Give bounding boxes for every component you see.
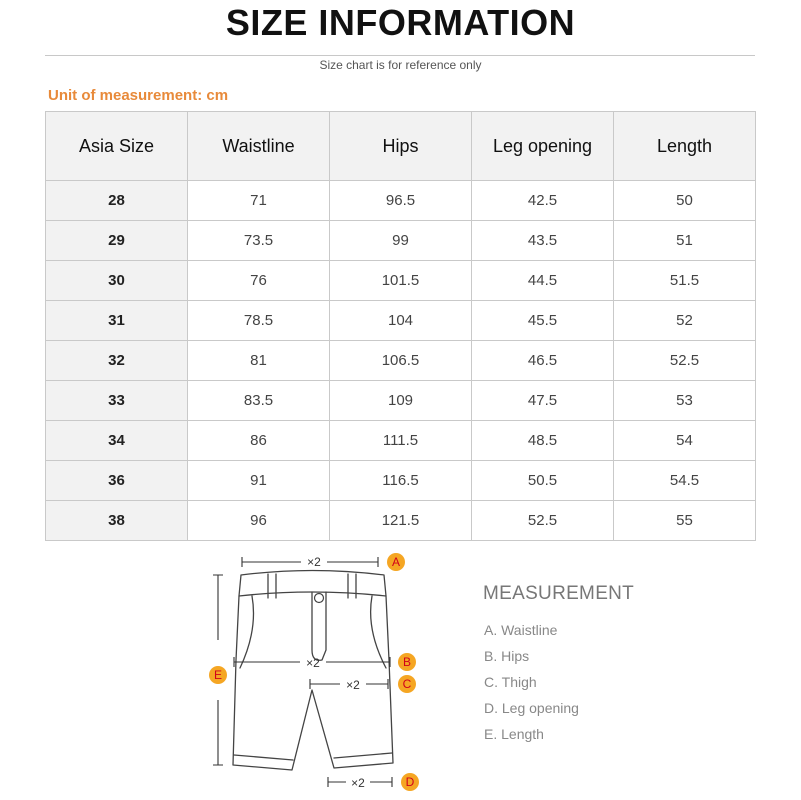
hips-cell: 99 bbox=[330, 221, 472, 261]
leg-opening-cell: 47.5 bbox=[472, 381, 614, 421]
length-cell: 51 bbox=[614, 221, 756, 261]
length-cell: 51.5 bbox=[614, 261, 756, 301]
length-cell: 52.5 bbox=[614, 341, 756, 381]
length-cell: 55 bbox=[614, 501, 756, 541]
waistline-cell: 86 bbox=[188, 421, 330, 461]
belt-loop bbox=[268, 574, 276, 598]
column-header-waistline: Waistline bbox=[188, 112, 330, 181]
table-row bbox=[46, 381, 756, 421]
size-cell: 31 bbox=[46, 301, 188, 341]
leg-opening-cell: 44.5 bbox=[472, 261, 614, 301]
waistline-cell: 91 bbox=[188, 461, 330, 501]
shorts-measurement-diagram bbox=[200, 546, 440, 796]
size-cell: 30 bbox=[46, 261, 188, 301]
leg-opening-cell: 43.5 bbox=[472, 221, 614, 261]
right-hem-outline bbox=[334, 753, 392, 758]
thigh-multiplier: ×2 bbox=[346, 678, 360, 692]
leg-opening-cell: 46.5 bbox=[472, 341, 614, 381]
leg-opening-cell: 45.5 bbox=[472, 301, 614, 341]
left-hem-outline bbox=[234, 755, 293, 760]
waist-button-icon bbox=[315, 594, 324, 603]
size-cell: 33 bbox=[46, 381, 188, 421]
shorts-outline bbox=[233, 596, 393, 770]
table-row bbox=[46, 301, 756, 341]
waistline-cell: 71 bbox=[188, 181, 330, 221]
legend-item-leg-opening: D. Leg opening bbox=[484, 700, 579, 716]
waistline-cell: 78.5 bbox=[188, 301, 330, 341]
measurement-legend bbox=[484, 620, 579, 750]
reference-note: Size chart is for reference only bbox=[319, 58, 482, 72]
size-table bbox=[45, 111, 756, 541]
marker-c-label: C bbox=[402, 677, 412, 691]
waistline-cell: 96 bbox=[188, 501, 330, 541]
size-cell: 36 bbox=[46, 461, 188, 501]
table-row bbox=[46, 501, 756, 541]
leg-opening-cell: 42.5 bbox=[472, 181, 614, 221]
right-pocket-outline bbox=[371, 596, 386, 668]
waistline-cell: 81 bbox=[188, 341, 330, 381]
length-cell: 54 bbox=[614, 421, 756, 461]
page-title: SIZE INFORMATION bbox=[225, 2, 576, 43]
table-row bbox=[46, 341, 756, 381]
leg-opening-multiplier: ×2 bbox=[351, 776, 365, 790]
hips-cell: 116.5 bbox=[330, 461, 472, 501]
column-header-leg-opening: Leg opening bbox=[472, 112, 614, 181]
hips-cell: 106.5 bbox=[330, 341, 472, 381]
hips-cell: 101.5 bbox=[330, 261, 472, 301]
measurement-title: MEASUREMENT bbox=[483, 583, 635, 604]
waistline-cell: 76 bbox=[188, 261, 330, 301]
legend-item-thigh: C. Thigh bbox=[484, 674, 537, 690]
legend-item-length: E. Length bbox=[484, 726, 544, 742]
table-row bbox=[46, 221, 756, 261]
size-cell: 29 bbox=[46, 221, 188, 261]
legend-item-waistline: A. Waistline bbox=[484, 622, 558, 638]
hips-cell: 104 bbox=[330, 301, 472, 341]
title-divider bbox=[45, 55, 755, 56]
size-cell: 32 bbox=[46, 341, 188, 381]
waistline-cell: 73.5 bbox=[188, 221, 330, 261]
table-header-row bbox=[46, 112, 756, 181]
waistline-cell: 83.5 bbox=[188, 381, 330, 421]
length-cell: 53 bbox=[614, 381, 756, 421]
length-cell: 54.5 bbox=[614, 461, 756, 501]
column-header-hips: Hips bbox=[330, 112, 472, 181]
unit-label: Unit of measurement: cm bbox=[48, 87, 229, 104]
column-header-length: Length bbox=[614, 112, 756, 181]
belt-loop bbox=[348, 574, 356, 598]
size-cell: 38 bbox=[46, 501, 188, 541]
length-cell: 50 bbox=[614, 181, 756, 221]
marker-b-label: B bbox=[402, 655, 412, 669]
size-cell: 28 bbox=[46, 181, 188, 221]
leg-opening-cell: 50.5 bbox=[472, 461, 614, 501]
leg-opening-cell: 48.5 bbox=[472, 421, 614, 461]
table-row bbox=[46, 181, 756, 221]
length-cell: 52 bbox=[614, 301, 756, 341]
legend-item-hips: B. Hips bbox=[484, 648, 530, 664]
marker-a-label: A bbox=[391, 555, 401, 569]
marker-e-label: E bbox=[213, 668, 223, 682]
table-row bbox=[46, 261, 756, 301]
column-header-asia-size: Asia Size bbox=[46, 112, 188, 181]
hips-multiplier: ×2 bbox=[306, 656, 320, 670]
table-row bbox=[46, 421, 756, 461]
size-cell: 34 bbox=[46, 421, 188, 461]
marker-d-label: D bbox=[405, 775, 415, 789]
hips-cell: 121.5 bbox=[330, 501, 472, 541]
leg-opening-cell: 52.5 bbox=[472, 501, 614, 541]
left-pocket-outline bbox=[240, 596, 254, 668]
hips-cell: 109 bbox=[330, 381, 472, 421]
hips-cell: 96.5 bbox=[330, 181, 472, 221]
table-row bbox=[46, 461, 756, 501]
hips-cell: 111.5 bbox=[330, 421, 472, 461]
waist-multiplier: ×2 bbox=[307, 555, 321, 569]
